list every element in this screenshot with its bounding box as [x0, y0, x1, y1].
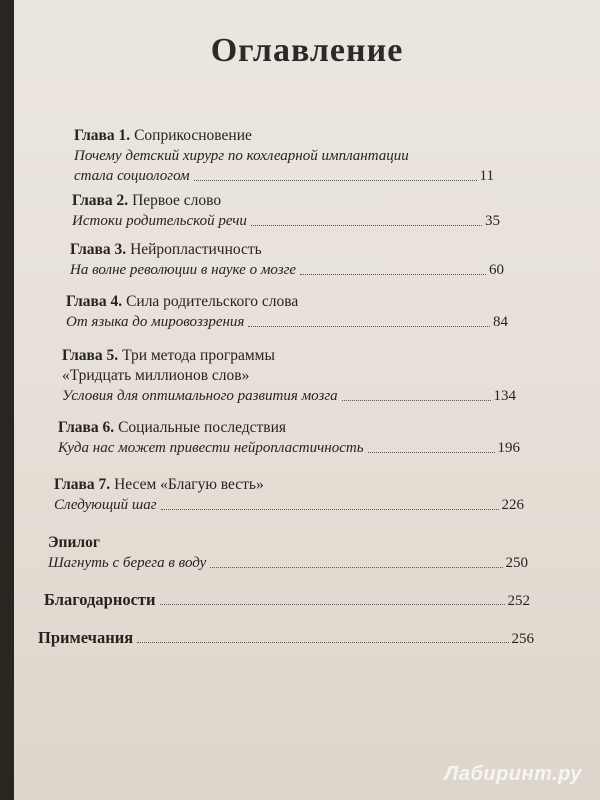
- chapter-subtitle: На волне революции в науке о мозге: [70, 262, 297, 278]
- chapter-label: Глава 5.: [62, 347, 119, 364]
- toc-entry-chapter-3: [70, 240, 504, 280]
- chapter-name: Несем «Благую весть»: [114, 476, 264, 493]
- chapter-subtitle: стала социологом: [74, 168, 190, 184]
- chapter-name: Нейропластичность: [130, 241, 262, 258]
- notes-label: Примечания: [38, 628, 134, 647]
- chapter-label: Глава 1.: [74, 127, 131, 144]
- page-number: 134: [493, 388, 516, 404]
- toc-entry-chapter-4: [66, 292, 508, 332]
- toc-entry-chapter-6: [58, 418, 520, 458]
- page-number: 256: [511, 631, 534, 647]
- chapter-name: Первое слово: [132, 192, 222, 209]
- chapter-name: Социальные последствия: [118, 419, 287, 436]
- chapter-subtitle: Условия для оптимального развития мозга: [62, 388, 338, 404]
- epilogue-subtitle: Шагнуть с берега в воду: [48, 555, 207, 571]
- toc-entry-acknowledgements: [44, 590, 530, 610]
- chapter-subtitle: Следующий шаг: [54, 497, 157, 513]
- toc-entry-chapter-1: [74, 126, 494, 186]
- chapter-label: Глава 2.: [72, 192, 129, 209]
- watermark-logo: Лабиринт.ру: [444, 763, 582, 785]
- chapter-label: Глава 7.: [54, 476, 111, 493]
- page-number: 196: [497, 440, 520, 456]
- chapter-subtitle: Почему детский хирург по кохлеарной имплантации: [74, 148, 409, 164]
- dot-leader: [160, 604, 505, 605]
- chapter-subtitle: От языка до мировоззрения: [66, 314, 245, 330]
- dot-leader: [368, 452, 495, 453]
- epilogue-label: Эпилог: [48, 534, 100, 551]
- acknowledgements-label: Благодарности: [44, 590, 156, 609]
- dot-leader: [251, 225, 482, 226]
- page-number: 11: [479, 168, 494, 184]
- dot-leader: [210, 567, 502, 568]
- chapter-name: «Тридцать миллионов слов»: [62, 367, 250, 384]
- dot-leader: [194, 180, 477, 181]
- page-number: 252: [507, 593, 530, 609]
- chapter-name: Сила родительского слова: [126, 293, 299, 310]
- page-number: 35: [485, 213, 500, 229]
- toc-entry-epilogue: [48, 533, 528, 573]
- chapter-label: Глава 4.: [66, 293, 123, 310]
- dot-leader: [248, 326, 490, 327]
- toc-entry-chapter-2: [72, 191, 500, 231]
- chapter-subtitle: Истоки родительской речи: [72, 213, 247, 229]
- chapter-subtitle: Куда нас может привести нейропластичность: [58, 440, 364, 456]
- toc-entry-chapter-5: [62, 346, 516, 406]
- chapter-label: Глава 6.: [58, 419, 115, 436]
- toc-title: Оглавление: [210, 32, 404, 69]
- page-number: 60: [489, 262, 504, 278]
- book-page: [14, 0, 600, 800]
- chapter-label: Глава 3.: [70, 241, 127, 258]
- toc-entry-notes: [38, 628, 534, 648]
- page-number: 250: [505, 555, 528, 571]
- chapter-name: Соприкосновение: [134, 127, 252, 144]
- dot-leader: [161, 509, 499, 510]
- toc-entry-chapter-7: [54, 475, 524, 515]
- dot-leader: [342, 400, 491, 401]
- chapter-name: Три метода программы: [122, 347, 275, 364]
- page-number: 226: [501, 497, 524, 513]
- page-number: 84: [493, 314, 508, 330]
- dot-leader: [137, 642, 508, 643]
- dot-leader: [300, 274, 486, 275]
